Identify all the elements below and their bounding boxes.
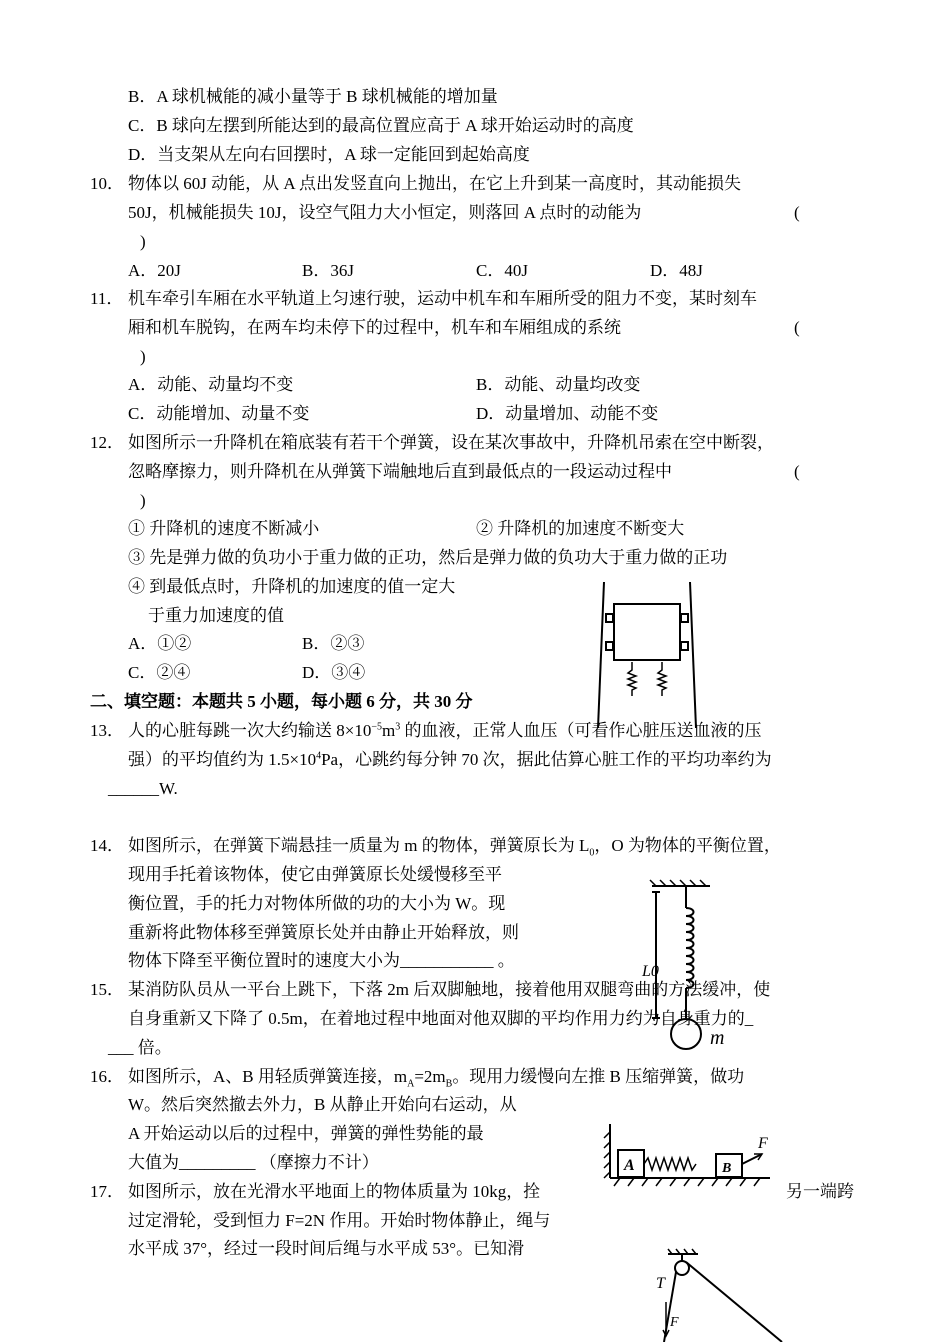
- q10-option-a: A．20J: [128, 261, 181, 280]
- q10-line2: 50J，机械能损失 10J，设空气阻力大小恒定，则落回 A 点时的动能为: [128, 203, 642, 222]
- q9-option-c: C．B 球向左摆到所能达到的最高位置应高于 A 球开始运动时的高度: [128, 116, 634, 135]
- q12-statement-1: ① 升降机的速度不断减小: [128, 519, 320, 538]
- q10-option-b: B．36J: [302, 261, 354, 280]
- q12-statement-4b: 于重力加速度的值: [148, 606, 284, 625]
- pulley-label-t: T: [656, 1275, 665, 1292]
- q11-number: 11．: [90, 289, 124, 308]
- q10-option-c: C．40J: [476, 261, 528, 280]
- q14-line1: 如图所示，在弹簧下端悬挂一质量为 m 的物体，弹簧原长为 $L_0$，O 为物体的平衡位置，: [128, 836, 781, 859]
- q15-number: 15．: [90, 980, 124, 999]
- pulley-label-f: F: [670, 1315, 679, 1330]
- block-label-b: B: [722, 1161, 732, 1176]
- q12-option-c: C．②④: [128, 663, 191, 682]
- q12-statement-4a: ④ 到最低点时，升降机的加速度的值一定大: [128, 577, 456, 596]
- q16-line3: A 开始运动以后的过程中，弹簧的弹性势能的最: [128, 1124, 484, 1143]
- q14-line3: 衡位置，手的托力对物体所做的功的大小为 W。现: [128, 894, 506, 913]
- q10-option-d: D．48J: [650, 261, 703, 280]
- hanging-spring-figure: [638, 878, 758, 1058]
- q13-line1: 人的心脏每跳一次大约输送 $8\times 10^{-5}m^3$ 的血液，正常人血压（可看作心脏压送血液的压: [128, 721, 762, 740]
- q16-line1: 如图所示，A、B 用轻质弹簧连接，$m_A=2m_B$。现用力缓慢向左推 B 压缩弹簧，做功: [128, 1067, 745, 1090]
- spring-label-l0: L0: [642, 963, 659, 980]
- q11-paren-open: (: [794, 318, 800, 337]
- q13-line2: 强）的平均值约为 $1.5\times 10^4Pa$，心跳约每分钟 70 次，据此估算心脏工作的平均功率约为: [128, 750, 772, 769]
- q14-number: 14．: [90, 836, 124, 855]
- q12-statement-2: ② 升降机的加速度不断变大: [476, 519, 685, 538]
- q12-line1: 如图所示一升降机在箱底装有若干个弹簧，设在某次事故中，升降机吊索在空中断裂，: [128, 433, 774, 452]
- q12-paren-close: ): [140, 491, 146, 510]
- q9-option-b: B．A 球机械能的减小量等于 B 球机械能的增加量: [128, 87, 498, 106]
- q10-line1: 物体以 60J 动能，从 A 点出发竖直向上抛出，在它上升到某一高度时，其动能损失: [128, 174, 741, 193]
- elevator-figure: [592, 580, 704, 730]
- q16-line4: 大值为_________ （摩擦力不计）: [128, 1153, 379, 1172]
- q12-statement-3: ③ 先是弹力做的负功小于重力做的正功，然后是弹力做的负功大于重力做的正功: [128, 548, 728, 567]
- spring-label-m: m: [710, 1027, 725, 1049]
- q17-line1b: 另一端跨: [786, 1182, 854, 1201]
- q12-option-a: A．①②: [128, 634, 192, 653]
- q11-option-a: A．动能、动量均不变: [128, 375, 294, 394]
- q10-number: 10．: [90, 174, 124, 193]
- q16-line2: W。然后突然撤去外力，B 从静止开始向右运动，从: [128, 1095, 517, 1114]
- q9-option-d: D．当支架从左向右回摆时，A 球一定能回到起始高度: [128, 145, 530, 164]
- q10-paren-close: ): [140, 232, 146, 251]
- q15-line1: 某消防队员从一平台上跳下，下落 2m 后双脚触地，接着他用双腿弯曲的方法缓冲，使: [128, 980, 771, 999]
- q17-line3: 水平成 37°，经过一段时间后绳与水平成 53°。已知滑: [128, 1239, 525, 1258]
- blocks-spring-figure: [600, 1120, 780, 1190]
- q12-line2: 忽略摩擦力，则升降机在从弹簧下端触地后直到最低点的一段运动过程中: [128, 462, 672, 481]
- q12-option-d: D．③④: [302, 663, 366, 682]
- q14-line4: 重新将此物体移至弹簧原长处并由静止开始释放，则: [128, 923, 519, 942]
- q11-line1: 机车牵引车厢在水平轨道上匀速行驶，运动中机车和车厢所受的阻力不变，某时刻车: [128, 289, 757, 308]
- block-label-a: A: [624, 1157, 635, 1174]
- q12-paren-open: (: [794, 462, 800, 481]
- q11-option-d: D．动量增加、动能不变: [476, 404, 659, 423]
- q13-answer-blank: ______W.: [108, 779, 178, 798]
- q17-line1a: 如图所示，放在光滑水平地面上的物体质量为 10kg，拴: [128, 1182, 541, 1201]
- q15-line3: ___ 倍。: [108, 1038, 172, 1057]
- q11-option-c: C．动能增加、动量不变: [128, 404, 310, 423]
- q11-paren-close: ): [140, 347, 146, 366]
- q13-number: 13．: [90, 721, 124, 740]
- q16-number: 16．: [90, 1067, 124, 1086]
- q17-number: 17．: [90, 1182, 124, 1201]
- q12-number: 12．: [90, 433, 124, 452]
- q14-line2: 现用手托着该物体，使它由弹簧原长处缓慢移至平: [128, 865, 502, 884]
- pulley-figure: [650, 1248, 790, 1342]
- q10-paren-open: (: [794, 203, 800, 222]
- q15-line2: 自身重新又下降了 0.5m，在着地过程中地面对他双脚的平均作用力约为自身重力的_: [128, 1009, 754, 1028]
- q14-line5: 物体下降至平衡位置时的速度大小为___________ 。: [128, 951, 515, 970]
- q11-option-b: B．动能、动量均改变: [476, 375, 641, 394]
- section-2-title: 二、填空题：本题共 5 小题，每小题 6 分，共 30 分: [90, 692, 473, 711]
- q12-option-b: B．②③: [302, 634, 365, 653]
- q11-line2: 厢和机车脱钩，在两车均未停下的过程中，机车和车厢组成的系统: [128, 318, 621, 337]
- force-label-f: F: [758, 1135, 768, 1152]
- q17-line2: 过定滑轮，受到恒力 F=2N 作用。开始时物体静止，绳与: [128, 1211, 551, 1230]
